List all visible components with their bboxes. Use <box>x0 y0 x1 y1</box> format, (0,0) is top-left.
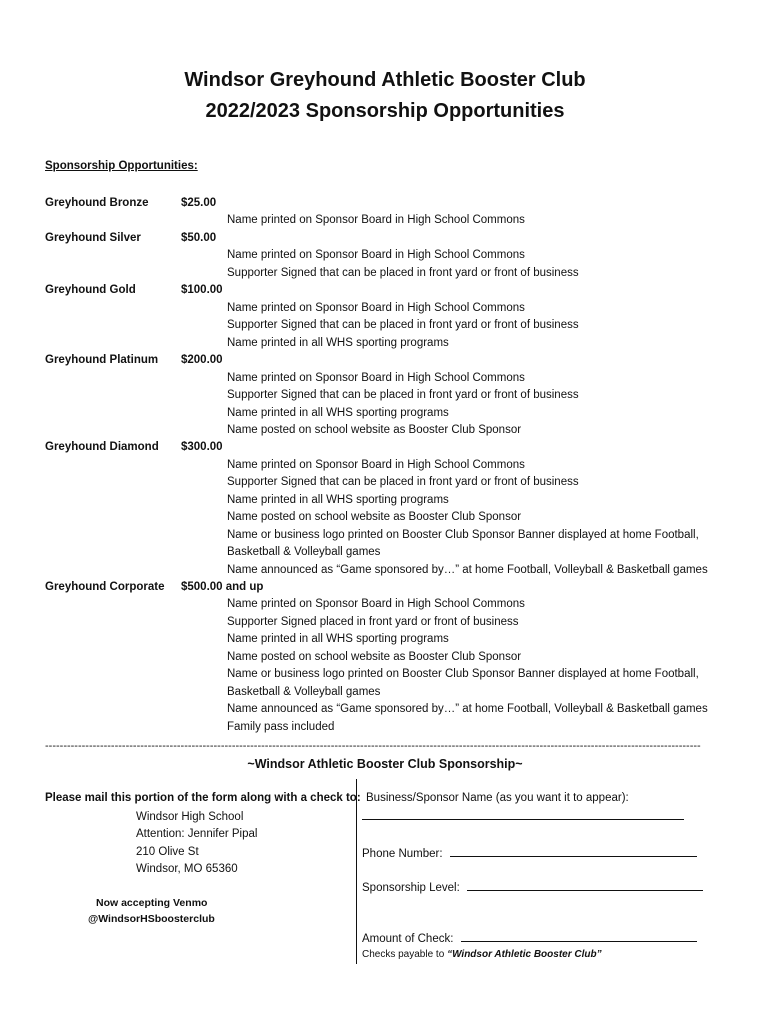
payable-name: “Windsor Athletic Booster Club” <box>447 949 602 960</box>
tier-price: $200.00 <box>181 354 223 366</box>
tier-benefit: Name or business logo printed on Booster Club Sponsor Banner displayed at home Football, <box>227 668 699 680</box>
tier-benefit: Name printed on Sponsor Board in High School Commons <box>227 459 525 471</box>
tier-benefit: Supporter Signed that can be placed in front yard or front of business <box>227 319 579 331</box>
form-title: ~Windsor Athletic Booster Club Sponsorship~ <box>247 757 523 771</box>
business-name-label: Business/Sponsor Name (as you want it to appear): <box>366 792 629 804</box>
venmo-handle: @WindsorHSboosterclub <box>88 913 215 925</box>
tier-benefit: Name printed on Sponsor Board in High School Commons <box>227 372 525 384</box>
mail-heading: Please mail this portion of the form along with a check to: <box>45 792 361 804</box>
tier-price: $25.00 <box>181 197 217 209</box>
tier-benefit: Supporter Signed placed in front yard or front of business <box>227 616 519 628</box>
tier-benefit: Name printed in all WHS sporting programs <box>227 494 449 506</box>
tier-benefit: Name announced as “Game sponsored by…” at home Football, Volleyball & Basketball games <box>227 564 708 576</box>
tier-name: Greyhound Platinum <box>45 354 159 366</box>
checks-payable-note <box>362 949 602 960</box>
tier-price: $50.00 <box>181 232 217 244</box>
tier-benefit: Supporter Signed that can be placed in front yard or front of business <box>227 476 579 488</box>
form-divider <box>356 779 357 964</box>
tier-benefit: Name announced as “Game sponsored by…” at home Football, Volleyball & Basketball games <box>227 703 708 715</box>
phone-number-field[interactable] <box>362 845 697 860</box>
cut-line: ----------------------------------------------------------------------------------------------------------------------------------------------------------------------------------- <box>45 740 701 752</box>
check-amount-label: Amount of Check: <box>362 933 454 945</box>
tier-price: $300.00 <box>181 441 223 453</box>
tier-benefit: Name posted on school website as Booster Club Sponsor <box>227 511 522 523</box>
tier-benefit: Supporter Signed that can be placed in front yard or front of business <box>227 267 579 279</box>
phone-number-label: Phone Number: <box>362 848 443 860</box>
tier-benefit: Basketball & Volleyball games <box>227 686 381 698</box>
tier-benefit: Name printed on Sponsor Board in High School Commons <box>227 598 525 610</box>
tier-benefit: Name or business logo printed on Booster Club Sponsor Banner displayed at home Football, <box>227 529 699 541</box>
tier-price: $500.00 and up <box>181 581 264 593</box>
tier-name: Greyhound Corporate <box>45 581 165 593</box>
tier-benefit: Name printed on Sponsor Board in High School Commons <box>227 302 525 314</box>
tier-benefit: Name posted on school website as Booster Club Sponsor <box>227 424 522 436</box>
address-line: 210 Olive St <box>136 846 199 858</box>
tier-benefit: Name printed in all WHS sporting programs <box>227 633 449 645</box>
tier-name: Greyhound Diamond <box>45 441 159 453</box>
address-line: Windsor High School <box>136 811 244 823</box>
page-title-line-1: Windsor Greyhound Athletic Booster Club <box>184 69 586 91</box>
venmo-notice: Now accepting Venmo <box>96 897 208 909</box>
tier-benefit: Name printed in all WHS sporting programs <box>227 407 449 419</box>
address-line: Windsor, MO 65360 <box>136 863 238 875</box>
tier-name: Greyhound Gold <box>45 284 136 296</box>
tier-benefit: Name printed in all WHS sporting programs <box>227 337 449 349</box>
check-amount-field[interactable] <box>362 930 697 945</box>
tier-benefit: Supporter Signed that can be placed in front yard or front of business <box>227 389 579 401</box>
sponsorship-level-label: Sponsorship Level: <box>362 882 460 894</box>
tier-benefit: Name printed on Sponsor Board in High School Commons <box>227 249 525 261</box>
sponsorship-level-field[interactable] <box>362 879 703 894</box>
tier-price: $100.00 <box>181 284 223 296</box>
tier-benefit: Basketball & Volleyball games <box>227 546 381 558</box>
tier-benefit: Family pass included <box>227 721 335 733</box>
tier-name: Greyhound Bronze <box>45 197 149 209</box>
section-heading: Sponsorship Opportunities: <box>45 160 198 172</box>
tier-benefit: Name printed on Sponsor Board in High School Commons <box>227 214 525 226</box>
business-name-field[interactable] <box>362 808 684 823</box>
tier-benefit: Name posted on school website as Booster Club Sponsor <box>227 651 522 663</box>
page-title-line-2: 2022/2023 Sponsorship Opportunities <box>205 100 565 122</box>
tier-name: Greyhound Silver <box>45 232 141 244</box>
payable-prefix: Checks payable to <box>362 949 448 960</box>
address-line: Attention: Jennifer Pipal <box>136 828 258 840</box>
